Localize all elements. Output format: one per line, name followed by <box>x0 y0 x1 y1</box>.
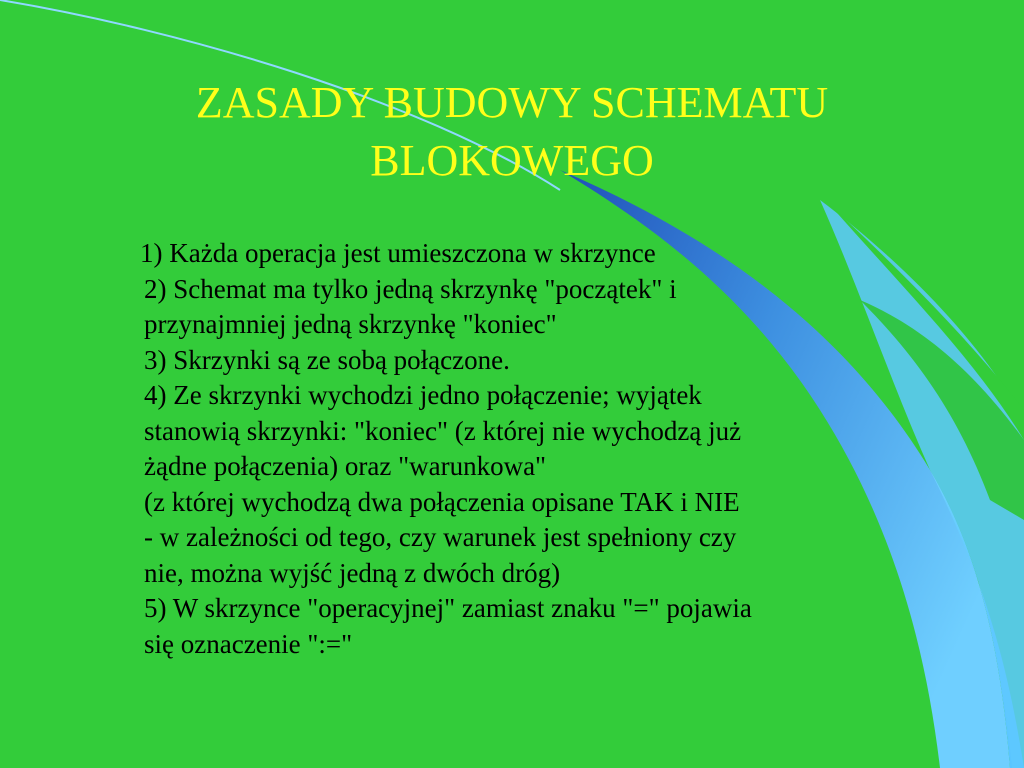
body-line: 3) Skrzynki są ze sobą połączone. <box>144 344 510 375</box>
body-line: 5) W skrzynce "operacyjnej" zamiast znaku "=" pojawia <box>144 593 752 623</box>
body-line: nie, można wyjść jedną z dwóch dróg) <box>144 557 561 588</box>
slide-title-line2: BLOKOWEGO <box>370 136 654 185</box>
body-line: przynajmniej jedną skrzynkę "koniec" <box>144 309 557 339</box>
slide-title <box>60 74 964 190</box>
body-line: 2) Schemat ma tylko jedną skrzynkę "początek" i <box>144 273 677 304</box>
body-line: - w zależności od tego, czy warunek jest spełniony czy <box>144 522 737 552</box>
body-line: (z której wychodzą dwa połączenia opisane TAK i NIE <box>144 486 740 517</box>
body-line: się oznaczenie ":=" <box>144 628 353 659</box>
slide-body <box>140 236 984 662</box>
body-line: żądne połączenia) oraz "warunkowa" <box>144 451 547 481</box>
body-line: 4) Ze skrzynki wychodzi jedno połączenie; wyjątek <box>144 380 702 410</box>
slide-title-line1: ZASADY BUDOWY SCHEMATU <box>195 78 829 127</box>
body-line: 1) Każda operacja jest umieszczona w skrzynce <box>140 238 656 268</box>
body-line: stanowią skrzynki: "koniec" (z której nie wychodzą już <box>144 415 742 446</box>
